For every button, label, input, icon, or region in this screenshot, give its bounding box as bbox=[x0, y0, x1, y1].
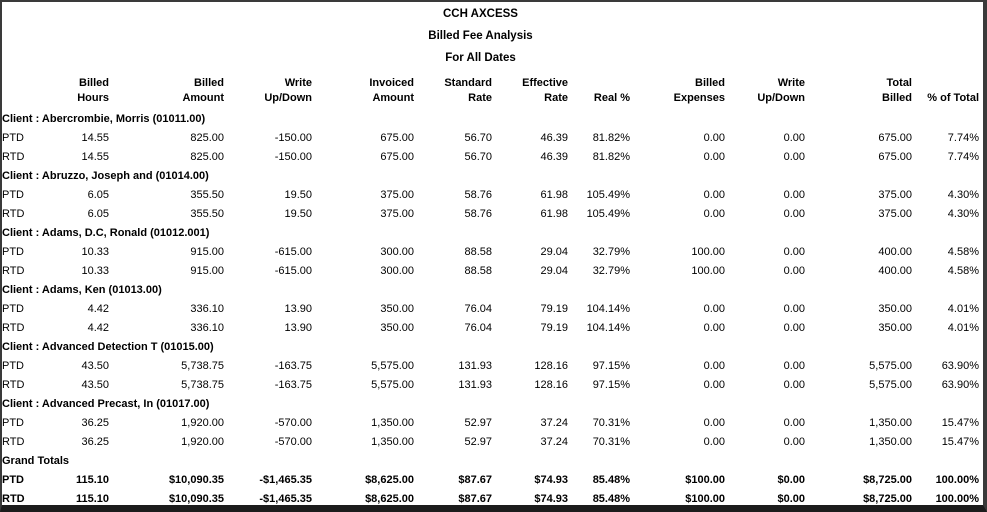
cell-value: 4.30% bbox=[947, 189, 979, 201]
cell-value: 4.01% bbox=[947, 322, 979, 334]
period-label: PTD bbox=[2, 360, 24, 372]
cell-value: 63.90% bbox=[941, 360, 979, 372]
cell-value: -150.00 bbox=[274, 151, 312, 163]
cell-value: 0.00 bbox=[783, 322, 805, 334]
cell-value: 76.04 bbox=[464, 303, 492, 315]
cell-value: 37.24 bbox=[540, 417, 568, 429]
group-header-row bbox=[2, 448, 979, 467]
cell-value: 32.79% bbox=[592, 265, 630, 277]
table-row bbox=[2, 429, 979, 448]
cell-value: 0.00 bbox=[783, 208, 805, 220]
cell-value: -615.00 bbox=[274, 246, 312, 258]
group-label: Grand Totals bbox=[2, 455, 70, 467]
cell-value: 0.00 bbox=[783, 303, 805, 315]
group-label: Client : Abercrombie, Morris (01011.00) bbox=[2, 113, 206, 125]
cell-value: 85.48% bbox=[592, 474, 630, 486]
column-header-line2: Up/Down bbox=[757, 92, 805, 104]
column-header bbox=[312, 76, 414, 106]
cell-value: 300.00 bbox=[380, 246, 414, 258]
cell-value: 0.00 bbox=[783, 189, 805, 201]
column-header bbox=[109, 76, 224, 106]
table-row bbox=[2, 467, 979, 486]
column-header-line2: Amount bbox=[182, 92, 224, 104]
column-header-line1 bbox=[912, 76, 979, 91]
cell-value: 5,575.00 bbox=[371, 360, 414, 372]
cell-value: 400.00 bbox=[878, 246, 912, 258]
cell-value: 0.00 bbox=[703, 303, 725, 315]
cell-value: 0.00 bbox=[703, 417, 725, 429]
cell-value: -163.75 bbox=[274, 379, 312, 391]
table-row bbox=[2, 296, 979, 315]
cell-value: 6.05 bbox=[87, 189, 109, 201]
cell-value: 0.00 bbox=[703, 189, 725, 201]
cell-value: 46.39 bbox=[540, 132, 568, 144]
column-header-line1: Billed bbox=[695, 77, 725, 89]
cell-value: 100.00% bbox=[935, 493, 979, 505]
column-header bbox=[912, 76, 979, 106]
column-header bbox=[805, 76, 912, 106]
cell-value: 61.98 bbox=[540, 189, 568, 201]
cell-value: 70.31% bbox=[592, 417, 630, 429]
cell-value: 675.00 bbox=[380, 132, 414, 144]
cell-value: 100.00% bbox=[935, 474, 979, 486]
period-label: PTD bbox=[2, 303, 24, 315]
cell-value: 104.14% bbox=[586, 322, 630, 334]
cell-value: 76.04 bbox=[464, 322, 492, 334]
cell-value: $87.67 bbox=[458, 493, 492, 505]
cell-value: 29.04 bbox=[540, 265, 568, 277]
group-header-row bbox=[2, 277, 979, 296]
column-header bbox=[414, 76, 492, 106]
cell-value: 36.25 bbox=[81, 436, 109, 448]
cell-value: 350.00 bbox=[878, 303, 912, 315]
cell-value: 70.31% bbox=[592, 436, 630, 448]
table-row bbox=[2, 144, 979, 163]
column-header bbox=[224, 76, 312, 106]
cell-value: 115.10 bbox=[75, 493, 109, 505]
table-row bbox=[2, 315, 979, 334]
cell-value: 7.74% bbox=[947, 132, 979, 144]
cell-value: 915.00 bbox=[190, 265, 224, 277]
column-header-line2: Amount bbox=[372, 92, 414, 104]
cell-value: $74.93 bbox=[534, 493, 568, 505]
column-header-line1: Write bbox=[284, 77, 312, 89]
table-row bbox=[2, 486, 979, 505]
cell-value: 1,350.00 bbox=[371, 417, 414, 429]
cell-value: 4.30% bbox=[947, 208, 979, 220]
cell-value: 0.00 bbox=[783, 436, 805, 448]
cell-value: 56.70 bbox=[464, 151, 492, 163]
cell-value: 0.00 bbox=[703, 379, 725, 391]
cell-value: 0.00 bbox=[783, 246, 805, 258]
period-label: RTD bbox=[2, 151, 25, 163]
cell-value: 52.97 bbox=[464, 417, 492, 429]
group-header-row bbox=[2, 106, 979, 125]
period-label: PTD bbox=[2, 417, 24, 429]
period-label: RTD bbox=[2, 493, 25, 505]
column-header bbox=[492, 76, 568, 106]
column-header-line1: Billed bbox=[79, 77, 109, 89]
cell-value: 61.98 bbox=[540, 208, 568, 220]
cell-value: 15.47% bbox=[941, 417, 979, 429]
column-header-line1: Standard bbox=[444, 77, 492, 89]
cell-value: 1,920.00 bbox=[181, 436, 224, 448]
report-subtitle: Billed Fee Analysis bbox=[428, 30, 533, 42]
period-label: RTD bbox=[2, 265, 25, 277]
cell-value: 300.00 bbox=[380, 265, 414, 277]
cell-value: 81.82% bbox=[592, 151, 630, 163]
cell-value: 825.00 bbox=[190, 132, 224, 144]
cell-value: 97.15% bbox=[592, 379, 630, 391]
cell-value: 915.00 bbox=[190, 246, 224, 258]
cell-value: 56.70 bbox=[464, 132, 492, 144]
group-header-row bbox=[2, 334, 979, 353]
cell-value: 375.00 bbox=[380, 208, 414, 220]
cell-value: 100.00 bbox=[691, 246, 725, 258]
cell-value: 43.50 bbox=[81, 360, 109, 372]
column-header bbox=[42, 76, 109, 106]
period-label: PTD bbox=[2, 246, 24, 258]
group-header-row bbox=[2, 220, 979, 239]
cell-value: 675.00 bbox=[878, 132, 912, 144]
cell-value: 1,350.00 bbox=[869, 417, 912, 429]
column-header-line1: Total bbox=[886, 77, 912, 89]
cell-value: 131.93 bbox=[458, 360, 492, 372]
cell-value: 131.93 bbox=[458, 379, 492, 391]
cell-value: 5,738.75 bbox=[181, 360, 224, 372]
cell-value: 0.00 bbox=[703, 132, 725, 144]
column-header-line2: Up/Down bbox=[264, 92, 312, 104]
cell-value: 0.00 bbox=[783, 265, 805, 277]
row-label-column-header bbox=[2, 76, 42, 106]
cell-value: 52.97 bbox=[464, 436, 492, 448]
cell-value: 128.16 bbox=[534, 360, 568, 372]
cell-value: 19.50 bbox=[284, 189, 312, 201]
cell-value: 0.00 bbox=[703, 208, 725, 220]
group-label: Client : Adams, D.C, Ronald (01012.001) bbox=[2, 227, 210, 239]
cell-value: 14.55 bbox=[81, 132, 109, 144]
cell-value: 350.00 bbox=[380, 303, 414, 315]
cell-value: 36.25 bbox=[81, 417, 109, 429]
cell-value: 675.00 bbox=[380, 151, 414, 163]
cell-value: 0.00 bbox=[703, 436, 725, 448]
group-header-row bbox=[2, 163, 979, 182]
group-label: Client : Abruzzo, Joseph and (01014.00) bbox=[2, 170, 209, 182]
cell-value: 105.49% bbox=[586, 208, 630, 220]
cell-value: $8,725.00 bbox=[863, 474, 912, 486]
column-header-row bbox=[2, 76, 979, 106]
cell-value: 46.39 bbox=[540, 151, 568, 163]
cell-value: 128.16 bbox=[534, 379, 568, 391]
cell-value: -163.75 bbox=[274, 360, 312, 372]
table-row bbox=[2, 258, 979, 277]
cell-value: 6.05 bbox=[87, 208, 109, 220]
cell-value: 13.90 bbox=[284, 303, 312, 315]
column-header-line1 bbox=[568, 76, 630, 91]
cell-value: 5,575.00 bbox=[869, 379, 912, 391]
cell-value: 1,920.00 bbox=[181, 417, 224, 429]
cell-value: 336.10 bbox=[190, 303, 224, 315]
cell-value: 0.00 bbox=[783, 132, 805, 144]
cell-value: 4.42 bbox=[87, 303, 109, 315]
cell-value: 32.79% bbox=[592, 246, 630, 258]
group-label: Client : Advanced Detection T (01015.00) bbox=[2, 341, 214, 353]
cell-value: 104.14% bbox=[586, 303, 630, 315]
cell-value: -570.00 bbox=[274, 436, 312, 448]
cell-value: 100.00 bbox=[691, 265, 725, 277]
cell-value: 4.01% bbox=[947, 303, 979, 315]
cell-value: 88.58 bbox=[464, 265, 492, 277]
column-header-line2: Hours bbox=[77, 92, 109, 104]
cell-value: 355.50 bbox=[190, 189, 224, 201]
cell-value: $100.00 bbox=[685, 474, 725, 486]
billed-fee-analysis-table bbox=[2, 76, 979, 505]
cell-value: -615.00 bbox=[274, 265, 312, 277]
cell-value: -$1,465.35 bbox=[259, 493, 312, 505]
cell-value: 14.55 bbox=[81, 151, 109, 163]
cell-value: $8,625.00 bbox=[365, 493, 414, 505]
cell-value: 350.00 bbox=[878, 322, 912, 334]
cell-value: $8,725.00 bbox=[863, 493, 912, 505]
cell-value: 10.33 bbox=[81, 246, 109, 258]
cell-value: $87.67 bbox=[458, 474, 492, 486]
cell-value: 375.00 bbox=[878, 189, 912, 201]
cell-value: 400.00 bbox=[878, 265, 912, 277]
report-title: CCH AXCESS bbox=[443, 8, 518, 20]
cell-value: 58.76 bbox=[464, 189, 492, 201]
cell-value: 58.76 bbox=[464, 208, 492, 220]
cell-value: 37.24 bbox=[540, 436, 568, 448]
column-header-line2: Rate bbox=[544, 92, 568, 104]
column-header-line1: Billed bbox=[194, 77, 224, 89]
report-header bbox=[2, 2, 959, 69]
period-label: PTD bbox=[2, 474, 24, 486]
table-row bbox=[2, 125, 979, 144]
cell-value: -150.00 bbox=[274, 132, 312, 144]
cell-value: $0.00 bbox=[777, 493, 805, 505]
cell-value: 0.00 bbox=[783, 360, 805, 372]
column-header-line2: Expenses bbox=[673, 92, 725, 104]
period-label: RTD bbox=[2, 322, 25, 334]
period-label: RTD bbox=[2, 436, 25, 448]
column-header bbox=[725, 76, 805, 106]
cell-value: 105.49% bbox=[586, 189, 630, 201]
table-row bbox=[2, 182, 979, 201]
cell-value: 375.00 bbox=[878, 208, 912, 220]
table-row bbox=[2, 410, 979, 429]
column-header bbox=[630, 76, 725, 106]
cell-value: 4.42 bbox=[87, 322, 109, 334]
cell-value: -$1,465.35 bbox=[259, 474, 312, 486]
cell-value: 10.33 bbox=[81, 265, 109, 277]
cell-value: $74.93 bbox=[534, 474, 568, 486]
cell-value: 375.00 bbox=[380, 189, 414, 201]
column-header-line1: Effective bbox=[522, 77, 568, 89]
report-period: For All Dates bbox=[445, 52, 516, 64]
cell-value: 19.50 bbox=[284, 208, 312, 220]
column-header-line1: Invoiced bbox=[369, 77, 414, 89]
cell-value: 336.10 bbox=[190, 322, 224, 334]
cell-value: 1,350.00 bbox=[869, 436, 912, 448]
cell-value: 85.48% bbox=[592, 493, 630, 505]
group-header-row bbox=[2, 391, 979, 410]
cell-value: 0.00 bbox=[783, 379, 805, 391]
cell-value: 0.00 bbox=[783, 151, 805, 163]
table-row bbox=[2, 239, 979, 258]
period-label: PTD bbox=[2, 132, 24, 144]
cell-value: $8,625.00 bbox=[365, 474, 414, 486]
cell-value: 5,738.75 bbox=[181, 379, 224, 391]
table-row bbox=[2, 201, 979, 220]
table-row bbox=[2, 372, 979, 391]
table-row bbox=[2, 353, 979, 372]
column-header-line2: % of Total bbox=[927, 92, 979, 104]
cell-value: 825.00 bbox=[190, 151, 224, 163]
cell-value: $0.00 bbox=[777, 474, 805, 486]
cell-value: 4.58% bbox=[947, 246, 979, 258]
cell-value: 350.00 bbox=[380, 322, 414, 334]
cell-value: 81.82% bbox=[592, 132, 630, 144]
cell-value: 115.10 bbox=[75, 474, 109, 486]
cell-value: 5,575.00 bbox=[371, 379, 414, 391]
cell-value: 63.90% bbox=[941, 379, 979, 391]
column-header-line2: Rate bbox=[468, 92, 492, 104]
cell-value: 4.58% bbox=[947, 265, 979, 277]
cell-value: 675.00 bbox=[878, 151, 912, 163]
cell-value: 15.47% bbox=[941, 436, 979, 448]
cell-value: 29.04 bbox=[540, 246, 568, 258]
group-label: Client : Advanced Precast, In (01017.00) bbox=[2, 398, 210, 410]
cell-value: $100.00 bbox=[685, 493, 725, 505]
cell-value: 43.50 bbox=[81, 379, 109, 391]
cell-value: 79.19 bbox=[540, 303, 568, 315]
column-header-line1: Write bbox=[777, 77, 805, 89]
period-label: RTD bbox=[2, 208, 25, 220]
cell-value: $10,090.35 bbox=[168, 493, 224, 505]
cell-value: -570.00 bbox=[274, 417, 312, 429]
column-header-line2: Billed bbox=[882, 92, 912, 104]
group-label: Client : Adams, Ken (01013.00) bbox=[2, 284, 162, 296]
cell-value: 0.00 bbox=[703, 360, 725, 372]
cell-value: 79.19 bbox=[540, 322, 568, 334]
table-body bbox=[2, 106, 979, 505]
period-label: RTD bbox=[2, 379, 25, 391]
column-header bbox=[568, 76, 630, 106]
table-header bbox=[2, 76, 979, 106]
cell-value: 1,350.00 bbox=[371, 436, 414, 448]
cell-value: 0.00 bbox=[783, 417, 805, 429]
cell-value: 355.50 bbox=[190, 208, 224, 220]
cell-value: 0.00 bbox=[703, 151, 725, 163]
cell-value: 5,575.00 bbox=[869, 360, 912, 372]
column-header-line2: Real % bbox=[593, 92, 630, 104]
period-label: PTD bbox=[2, 189, 24, 201]
cell-value: 13.90 bbox=[284, 322, 312, 334]
cell-value: 88.58 bbox=[464, 246, 492, 258]
cell-value: 97.15% bbox=[592, 360, 630, 372]
cell-value: 7.74% bbox=[947, 151, 979, 163]
cell-value: 0.00 bbox=[703, 322, 725, 334]
cell-value: $10,090.35 bbox=[168, 474, 224, 486]
